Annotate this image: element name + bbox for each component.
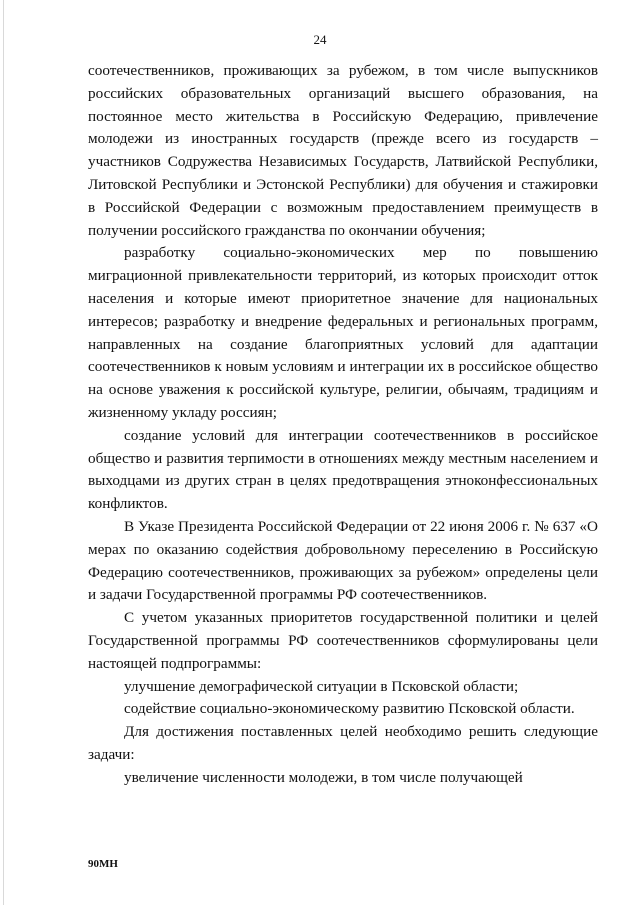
page-edge-shadow [3,0,4,905]
paragraph: улучшение демографической ситуации в Псковской области; [124,677,519,695]
paragraph: В Указе Президента Российской Федерации от 22 июня 2006 г. № 637 «О мерах по оказанию содействия добровольному переселению в Российскую Федерацию соотечественников, проживающих за рубежом» определены цели и задачи Государственной программы РФ соотечественников. [88,517,598,604]
paragraph: Для достижения поставленных целей необходимо решить следующие задачи: [88,723,598,763]
page-number: 24 [313,32,327,47]
footer-document-code: 90МН [88,858,118,870]
paragraph: разработку социально-экономических мер по повышению миграционной привлекательности территорий, из которых происходит отток населения и которые имеют приоритетное значение для национальных интересов; разработку и внедрение федеральных и региональных программ, направленных на создание благоприятных условий для адаптации соотечественников к новым условиям и интеграции их в российское общество на основе уважения к российской культуре, религии, обычаям, традициям и жизненному укладу россиян; [88,244,598,421]
paragraph: создание условий для интеграции соотечественников в российское общество и развития терпимости в отношениях между местным населением и выходцами из других стран в целях предотвращения этноконфессиональных конфликтов. [88,426,598,513]
paragraph-truncated: увеличение численности молодежи, в том числе получающей [124,768,523,786]
paragraph: содействие социально-экономическому развитию Псковской области. [124,700,575,718]
paragraph-continued: соотечественников, проживающих за рубежом, в том числе выпускников российских образовательных организаций высшего образования, на постоянное место жительства в Российскую Федерацию, привлечение молодежи из иностранных государств (прежде всего из государств – участников Содружества Независимых Государств, Латвийской Республики, Литовской Республики и Эстонской Республики) для обучения и стажировки в Российской Федерации с возможным предоставлением преимуществ в получении российского гражданства по окончании обучения; [88,62,598,239]
paragraph: С учетом указанных приоритетов государственной политики и целей Государственной программы РФ соотечественников сформулированы цели настоящей подпрограммы: [88,609,598,672]
document-body [88,60,598,790]
